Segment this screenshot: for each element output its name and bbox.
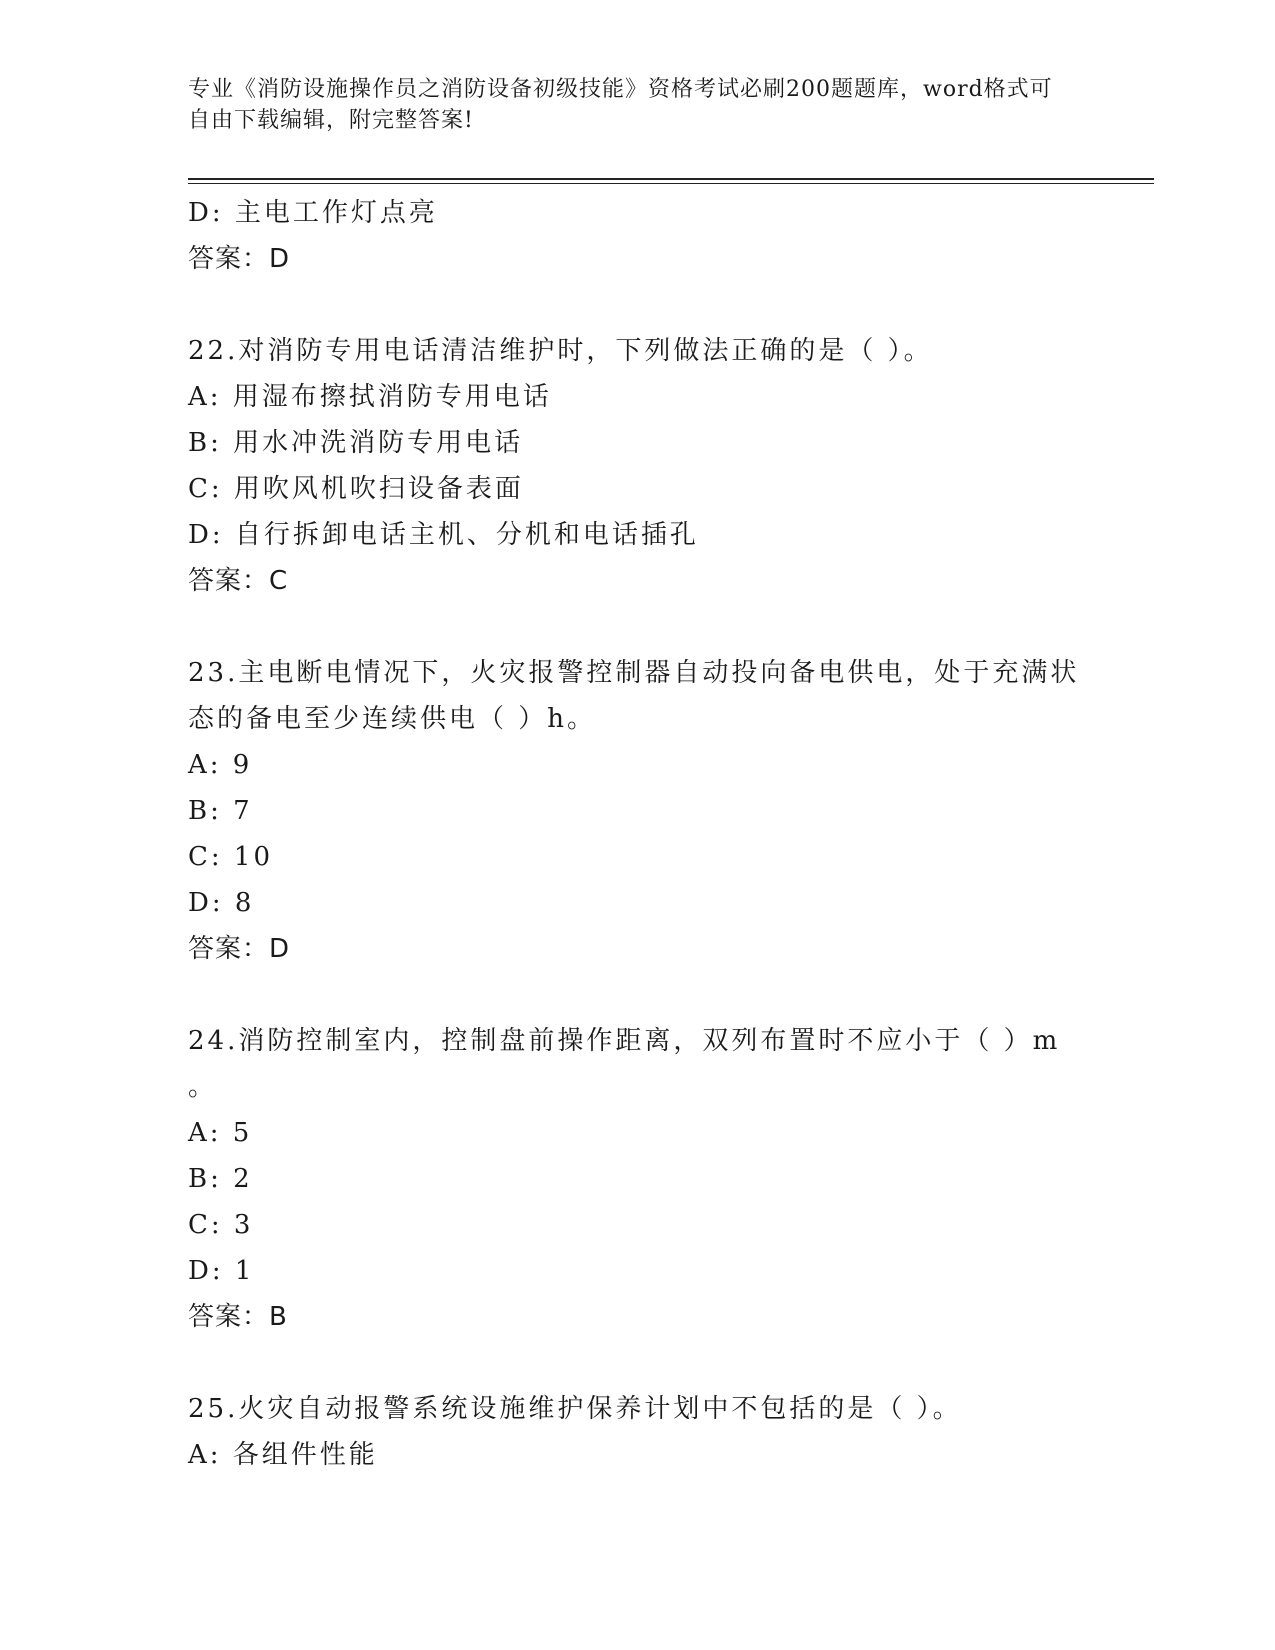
option-a: A: 5 (188, 1118, 253, 1148)
option-d: D: 8 (188, 888, 255, 918)
question-25-title: 25.火灾自动报警系统设施维护保养计划中不包括的是（ ）。 (188, 1394, 962, 1424)
option-c: C: 10 (188, 842, 274, 872)
spacer (188, 604, 1088, 650)
option-c: C: 3 (188, 1210, 254, 1240)
spacer (188, 972, 1088, 1018)
question-24-title-line2: 。 (188, 1072, 218, 1102)
option-c: C: 用吹风机吹扫设备表面 (188, 474, 524, 504)
question-23-title-line1: 23.主电断电情况下，火灾报警控制器自动投向备电供电，处于充满状 (188, 658, 1080, 688)
answer: 答案：B (188, 1302, 288, 1332)
question-content (188, 190, 1088, 1478)
document-header: 专业《消防设施操作员之消防设备初级技能》资格考试必刷200题题库，word格式可自由下载编辑，附完整答案! (188, 77, 1053, 133)
spacer (188, 1340, 1088, 1386)
option-b: B: 用水冲洗消防专用电话 (188, 428, 524, 458)
answer: 答案：D (188, 934, 291, 964)
option-d: D: 1 (188, 1256, 255, 1286)
option-a: A: 各组件性能 (188, 1440, 378, 1470)
header-divider-thin (188, 183, 1154, 184)
option-a: A: 用湿布擦拭消防专用电话 (188, 382, 552, 412)
option-d: D: 自行拆卸电话主机、分机和电话插孔 (188, 520, 699, 550)
option-a: A: 9 (188, 750, 253, 780)
spacer (188, 282, 1088, 328)
question-22-title: 22.对消防专用电话清洁维护时，下列做法正确的是（ ）。 (188, 336, 933, 366)
question-23-title-line2: 态的备电至少连续供电（ ）h。 (188, 704, 597, 734)
option-d: D: 主电工作灯点亮 (188, 198, 438, 228)
option-b: B: 7 (188, 796, 253, 826)
answer: 答案：C (188, 566, 289, 596)
option-b: B: 2 (188, 1164, 253, 1194)
answer: 答案：D (188, 244, 291, 274)
header-divider-thick (188, 178, 1154, 180)
question-24-title-line1: 24.消防控制室内，控制盘前操作距离，双列布置时不应小于（ ）m (188, 1026, 1061, 1056)
